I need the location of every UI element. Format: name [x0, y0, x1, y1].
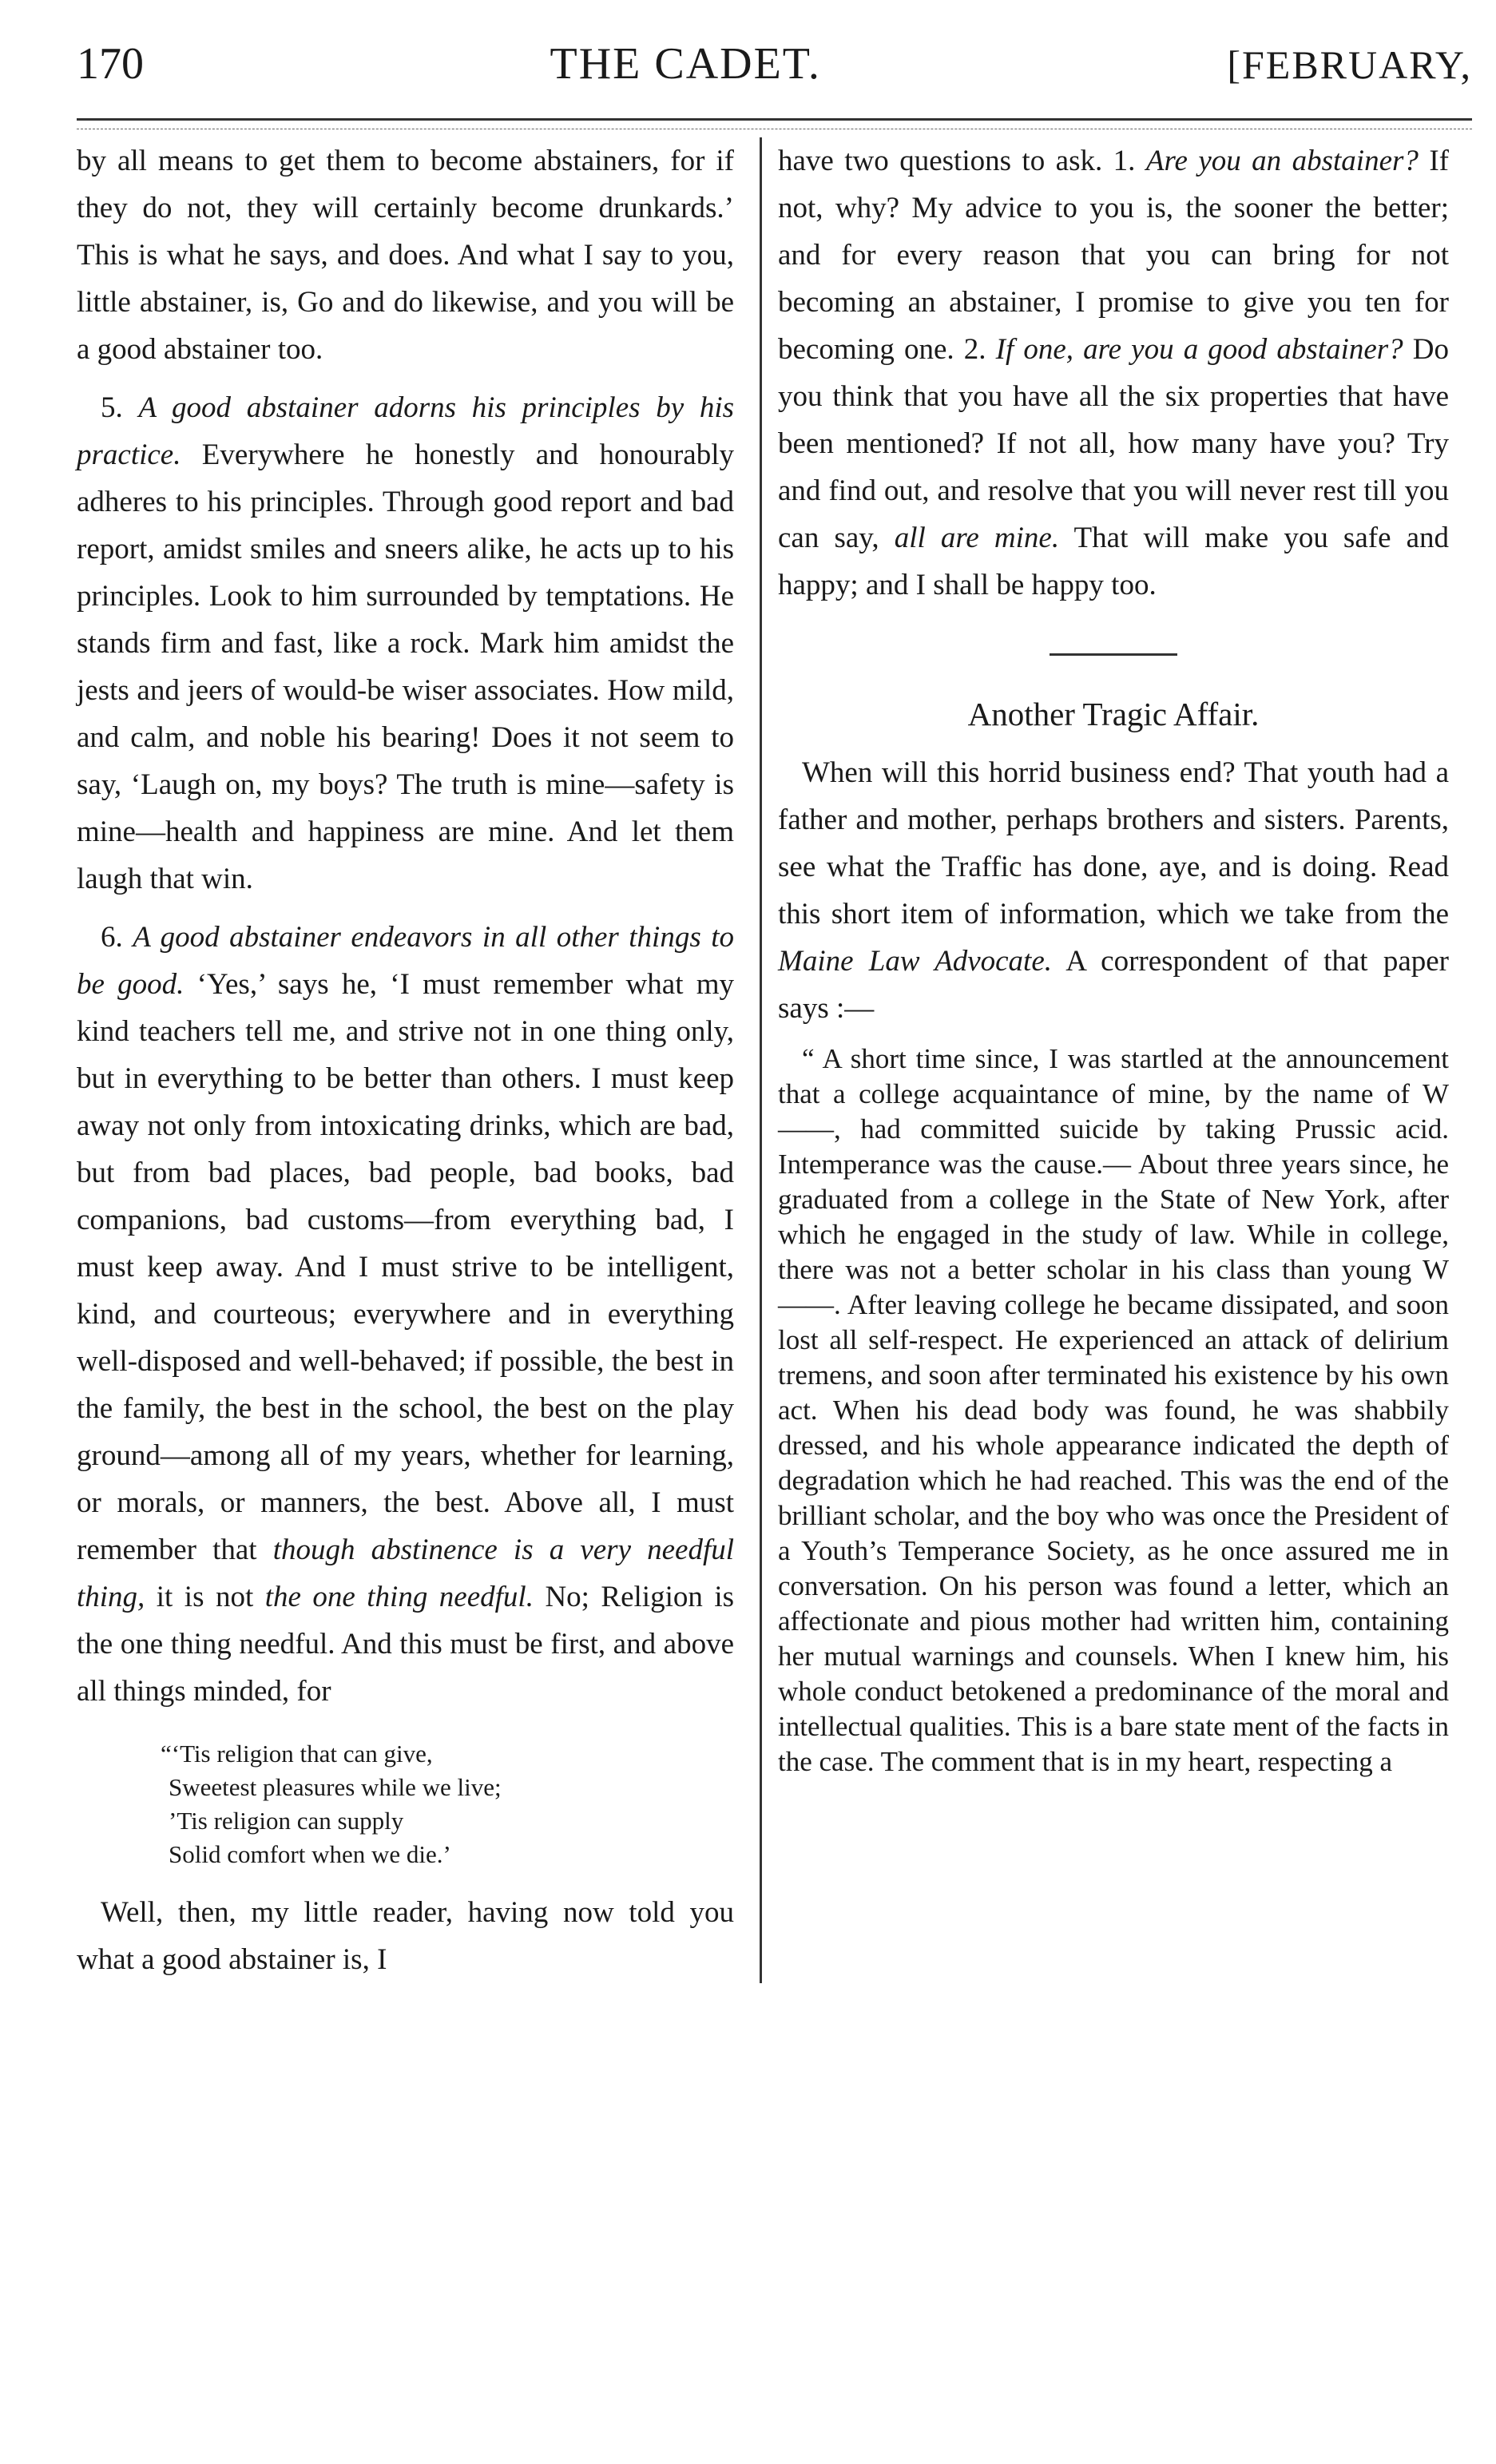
verse-line: “‘Tis religion that can give, [161, 1740, 433, 1768]
paragraph-text: Well, then, my little reader, having now told you what a good abstainer is, I [77, 1896, 734, 1976]
questions-paragraph [778, 137, 1449, 609]
section-number: 5. [101, 391, 123, 424]
verse-line: Solid comfort when we die.’ [169, 1840, 451, 1868]
running-title: THE CADET. [550, 39, 821, 89]
paragraph-continued [77, 137, 734, 373]
paragraph-text: That will make you safe and happy; and I shall be happy too. [778, 522, 1450, 601]
quoted-report [778, 1042, 1449, 1780]
section-emphasis: the one thing needful. [264, 1581, 534, 1613]
article-title: Another Tragic Affair. [967, 696, 1260, 732]
article-intro [778, 749, 1449, 1032]
question-text: Are you an abstainer? [1145, 145, 1419, 177]
section-number: 6. [101, 921, 123, 954]
header-rule [77, 118, 1472, 129]
paragraph-text: have two questions to ask. [778, 145, 1103, 177]
left-column [77, 137, 752, 1983]
paragraph-text: When will this horrid business end? That youth had a father and mother, perhaps brothers and sisters. Parents, see what the Traffic has done, aye, and is doing. Read this short item of information, which we take from the [778, 756, 1449, 930]
verse-line: Sweetest pleasures while we live; [169, 1773, 502, 1801]
closing-paragraph [77, 1889, 734, 1983]
quote-text: “ A short time since, I was startled at the announcement that a college acquaintance of mine, by the name of W——, had committed suicide by taking Prussic acid. Intemperance was the cause.— About three years since, he graduated from a college in the State of New York, after which he engaged in the study of law. While in college, there was not a better scholar in his class than young W——. After leaving college he became dissipated, and soon lost all self-respect. He experienced an attack of delirium tremens, and soon after terminated his existence by his own act. When his dead body was found, he was shabbily dressed, and his whole appearance indicated the depth of degradation which he had reached. This was the end of the brilliant scholar, and the boy who was once the President of a Youth’s Temperance Society, as he once assured me in conversation. On his person was found a letter, which an affectionate and pious mother had written him, containing her mutual warnings and counsels. When I knew him, his whole conduct betokened a predominance of the moral and intellectual qualities. This is a bare state ment of the facts in the case. The comment that is in my heart, respecting a [778, 1043, 1449, 1777]
publication-name: Maine Law Advocate. [778, 945, 1053, 978]
page-number: 170 [77, 39, 144, 89]
paragraph-emphasis: all are mine. [894, 522, 1060, 554]
question-text: If one, are you a good abstainer? [995, 333, 1403, 366]
section-body: Everywhere he honestly and honourably adheres to his principles. Through good report and bad report, amidst smiles and sneers alike, he acts up to his principles. Look to him surrounded by temptations. He stands firm and fast, like a rock. Mark him amidst the jests and jeers of would-be wiser associates. How mild, and calm, and noble his bearing! Does it not seem to say, ‘Laugh on, my boys? The truth is mine—safety is mine—health and happiness are mine. And let them laugh that win. [77, 438, 735, 895]
section-5 [77, 384, 734, 903]
question-number: 2. [963, 333, 986, 366]
paragraph-text: by all means to get them to become abstainers, for if they do not, they will certainly become drunkards.’ This is what he says, and does. And what I say to you, little abstainer, is, Go and do likewise, and you will be a good abstainer too. [77, 145, 734, 366]
section-heading: A good abstainer endeavors in all other things to be good. [77, 921, 734, 1001]
section-divider [1050, 653, 1177, 656]
section-body: ‘Yes,’ says he, ‘I must remember what my kind teachers tell me, and strive not in one thing only, but in everything to be better than others. I must keep away not only from intoxicating drinks, which are bad, but from bad places, bad people, bad books, bad companions, bad customs—from everything bad, I must keep away. And I must strive to be intelligent, kind, and courteous; everywhere and in everything well-disposed and well-behaved; if possible, the best in the family, the best in the school, the best on the play ground—among all of my years, whether for learning, or morals, or manners, the best. Above all, I must remember that [77, 968, 734, 1566]
running-month: [FEBRUARY, [1227, 42, 1472, 87]
paragraph-text: A correspondent of that paper says :— [778, 945, 1449, 1025]
text-columns [77, 137, 1472, 1983]
paragraph-text: Do you think that you have all the six properties that have been mentioned? If not all, how many have you? Try and find out, and resolve that you will never rest till you can say, [778, 333, 1450, 554]
section-body: it is not [156, 1581, 254, 1613]
verse-line: ’Tis religion can supply [169, 1807, 404, 1835]
paragraph-text: If not, why? My advice to you is, the sooner the better; and for every reason that you can bring for not becoming an abstainer, I promise to give you ten for becoming one. [778, 145, 1449, 366]
section-body: No; Religion is the one thing needful. And this must be first, and above all things minded, for [77, 1581, 734, 1708]
right-column [770, 137, 1449, 1983]
section-heading: A good abstainer adorns his principles by his practice. [77, 391, 734, 471]
section-6 [77, 914, 734, 1715]
page-header [77, 38, 1472, 102]
section-emphasis: though abstinence is a very needful thing, [77, 1534, 735, 1613]
verse-quote [161, 1737, 734, 1871]
column-divider [760, 137, 762, 1983]
question-number: 1. [1113, 145, 1136, 177]
